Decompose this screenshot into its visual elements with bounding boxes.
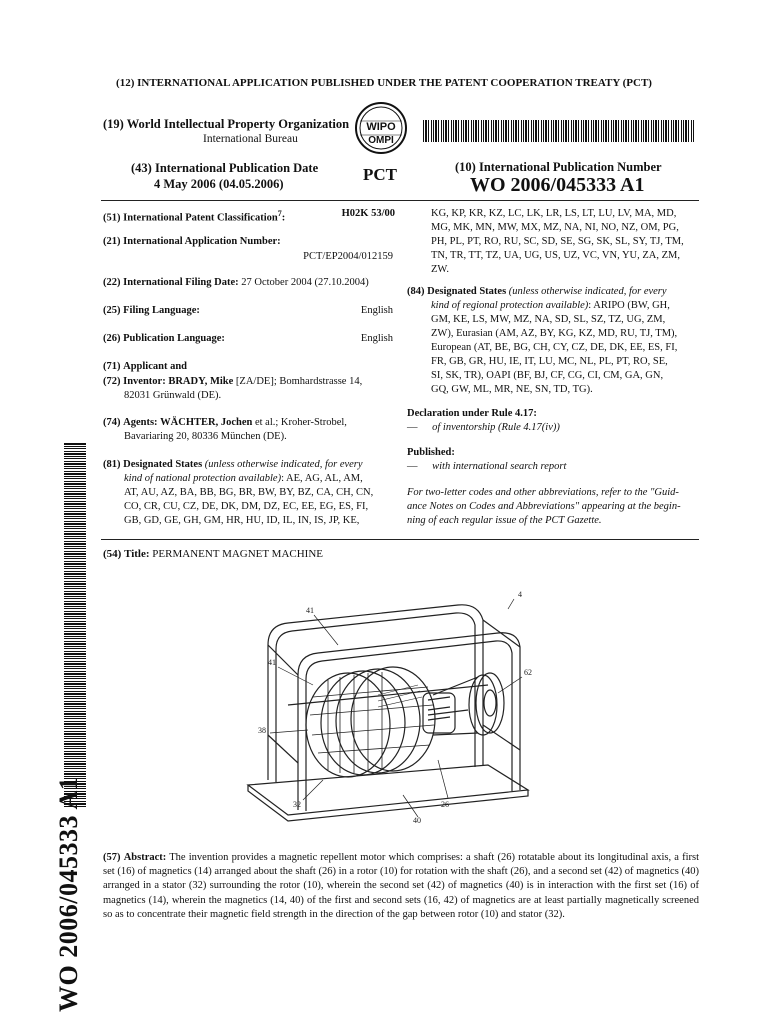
pub-date-value: 4 May 2006 (04.05.2006): [154, 177, 284, 191]
field-84-line3: GM, KE, LS, MW, MZ, NA, SD, SL, SZ, TZ, UG, ZM,: [431, 314, 666, 325]
field-21-value: PCT/EP2004/012159: [303, 251, 393, 262]
published-dash: —: [407, 461, 418, 472]
field-21-num: (21): [103, 236, 121, 247]
states-cont-line1: KG, KP, KR, KZ, LC, LK, LR, LS, LT, LU, LV, MA, MD,: [431, 208, 677, 219]
field-84-line5: European (AT, BE, BG, CH, CY, CZ, DE, DK, EE, ES, FI,: [431, 342, 678, 353]
field-25: [103, 304, 393, 319]
field-71-label: Applicant and: [123, 361, 188, 372]
title-rule: [101, 539, 699, 540]
abstract-num: (57): [103, 852, 121, 863]
field-22-value: 27 October 2004 (27.10.2004): [241, 277, 369, 288]
states-cont-line5: ZW.: [431, 264, 449, 275]
states-cont-line3: PH, PL, PT, RO, RU, SC, SD, SE, SG, SK, SL, SY, TJ, TM,: [431, 236, 684, 247]
abstract: [103, 851, 699, 922]
field-74-num: (74): [103, 417, 121, 428]
field-26-label: Publication Language:: [123, 333, 225, 344]
field-84-line7: SI, SK, TR), OAPI (BF, BJ, CF, CG, CI, CM, GA, GN,: [431, 370, 664, 381]
field-81-line3: AT, AU, AZ, BA, BB, BG, BR, BW, BY, BZ, CA, CH, CN,: [124, 487, 374, 498]
side-barcode: [64, 443, 86, 807]
field-51-num: (51): [103, 212, 121, 224]
header-rule: [101, 200, 699, 201]
published-item: [407, 460, 566, 475]
field-21-label: International Application Number:: [123, 236, 281, 247]
field-74: [103, 416, 347, 431]
field-26-num: (26): [103, 333, 121, 344]
field-51-label: International Patent Classification: [123, 212, 278, 224]
pub-date-label: (43) International Publication Date: [131, 161, 319, 175]
field-81-line4: CO, CR, CU, CZ, DE, DK, DM, DZ, EC, EE, EG, ES, FI,: [124, 501, 369, 512]
field-71: [103, 360, 187, 375]
field-72-line2: 82031 Grünwald (DE).: [124, 390, 222, 401]
title-field: [103, 547, 323, 562]
field-25-label: Filing Language:: [123, 305, 200, 316]
field-25-num: (25): [103, 305, 121, 316]
field-81-line5: GB, GD, GE, GH, GM, HR, HU, ID, IL, IN, IS, JP, KE,: [124, 515, 360, 526]
figure-ref-41-label: 41: [306, 606, 314, 615]
field-51-value: H02K 53/00: [341, 208, 395, 219]
published-text: with international search report: [432, 461, 567, 472]
wipo-seal-logo: [354, 101, 408, 155]
field-84-num: (84): [407, 286, 425, 297]
field-74-line2: Bavariaring 20, 80336 München (DE).: [124, 431, 287, 442]
figure-ref-38-label: 38: [258, 726, 266, 735]
organization-name: (19) World Intellectual Property Organization: [103, 117, 350, 131]
field-72-num: (72): [103, 376, 121, 387]
field-21: [103, 235, 395, 250]
field-84-line6: FR, GB, GR, HU, IE, IT, LU, MC, NL, PL, PT, RO, SE,: [431, 356, 668, 367]
figure-ref-26-label: 26: [441, 800, 449, 809]
field-84-line2-italic: kind of regional protection available): [431, 300, 589, 311]
field-25-value: English: [360, 305, 393, 316]
title-num: (54): [103, 548, 122, 560]
states-cont-line4: TN, TR, TT, TZ, UA, UG, US, UZ, VC, VN, YU, ZA, ZM,: [431, 250, 680, 261]
field-51-sup: 7: [277, 209, 282, 218]
field-81: [103, 458, 363, 473]
declaration-dash: —: [407, 422, 418, 433]
field-71-num: (71): [103, 361, 121, 372]
field-84-line2: [431, 299, 670, 314]
top-barcode: [423, 120, 695, 142]
field-22-label: International Filing Date:: [123, 277, 239, 288]
field-22: [103, 276, 398, 291]
figure-ref-41b-label: 41: [268, 658, 276, 667]
field-84-italic: (unless otherwise indicated, for every: [508, 286, 667, 297]
side-publication-number: WO 2006/045333 A1: [54, 776, 83, 1012]
field-84-label: Designated States: [427, 286, 507, 297]
seal-bottom-text: OMPI: [368, 135, 394, 146]
field-84-line2-rest: : ARIPO (BW, GH,: [588, 300, 670, 311]
field-81-line2-rest: : AE, AG, AL, AM,: [281, 473, 363, 484]
abstract-text: The invention provides a magnetic repellent motor which comprises: a shaft (26) rotatable about its longitudinal axis, a first set (16) of magnetics (14) arranged about the shaft (26) in a rotor (10) for rotation with the shaft (26), and a second set (42) of magnetics (40) arranged in a stator (32) surrounding the rotor (10), wherein the second set (42) of magnetics (40) is in interaction with the first set (16) of magnetics (14), wherein the magnetics (14, 40) of the first and second sets (16, 42) of magnetics are at least partially magnetically screened so as to concentrate their magnetic field strength in the direction of the gap between rotor (10) and stator (32).: [103, 852, 700, 920]
abstract-label: Abstract:: [123, 852, 167, 863]
title-label: Title:: [124, 548, 150, 560]
states-cont-line2: MG, MK, MN, MW, MX, MZ, NA, NI, NO, NZ, OM, PG,: [431, 222, 679, 233]
declaration-text: of inventorship (Rule 4.17(iv)): [432, 422, 560, 433]
figure-ref-62-label: 62: [524, 668, 532, 677]
treaty-header: (12) INTERNATIONAL APPLICATION PUBLISHED UNDER THE PATENT COOPERATION TREATY (PCT): [116, 77, 652, 89]
field-84: [407, 285, 667, 300]
field-72-label: Inventor:: [123, 376, 166, 387]
pct-mark: PCT: [363, 165, 397, 184]
field-84-line4: ZW), Eurasian (AM, AZ, BY, KG, KZ, MD, RU, TJ, TM),: [431, 328, 678, 339]
field-26-value: English: [360, 333, 393, 344]
figure-ref-40-label: 40: [413, 816, 421, 825]
field-51: [103, 207, 395, 226]
seal-top-text: WIPO: [366, 121, 396, 133]
declaration-heading: Declaration under Rule 4.17:: [407, 408, 537, 419]
field-72: [103, 375, 362, 390]
machine-figure: [228, 585, 558, 830]
field-81-num: (81): [103, 459, 121, 470]
guidance-line2: ance Notes on Codes and Abbreviations" appearing at the begin-: [407, 501, 681, 512]
field-72-name: BRADY, Mike: [168, 376, 234, 387]
pub-number-value: WO 2006/045333 A1: [470, 174, 645, 196]
field-22-num: (22): [103, 277, 121, 288]
field-74-name: WÄCHTER, Jochen: [160, 417, 253, 428]
field-74-label: Agents:: [123, 417, 158, 428]
guidance-line1: For two-letter codes and other abbreviations, refer to the "Guid-: [407, 487, 679, 498]
figure-ref-32-label: 32: [293, 800, 301, 809]
field-74-rest: et al.; Kroher-Strobel,: [254, 417, 347, 428]
figure-ref-4-label: 4: [518, 590, 522, 599]
field-81-line2-italic: kind of national protection available): [124, 473, 282, 484]
field-84-line8: GQ, GW, ML, MR, NE, SN, TD, TG).: [431, 384, 593, 395]
declaration-item: [407, 421, 560, 436]
bureau-name: International Bureau: [203, 133, 298, 145]
field-51-colon: :: [281, 212, 286, 224]
field-81-italic: (unless otherwise indicated, for every: [204, 459, 363, 470]
field-81-label: Designated States: [123, 459, 203, 470]
pub-number-label: (10) International Publication Number: [455, 160, 662, 174]
field-26: [103, 332, 393, 347]
field-72-address: [ZA/DE]; Bomhardstrasse 14,: [235, 376, 363, 387]
published-heading: Published:: [407, 447, 455, 458]
guidance-line3: ning of each regular issue of the PCT Gazette.: [407, 515, 602, 526]
field-81-line2: [124, 472, 363, 487]
title-value: PERMANENT MAGNET MACHINE: [152, 548, 324, 560]
